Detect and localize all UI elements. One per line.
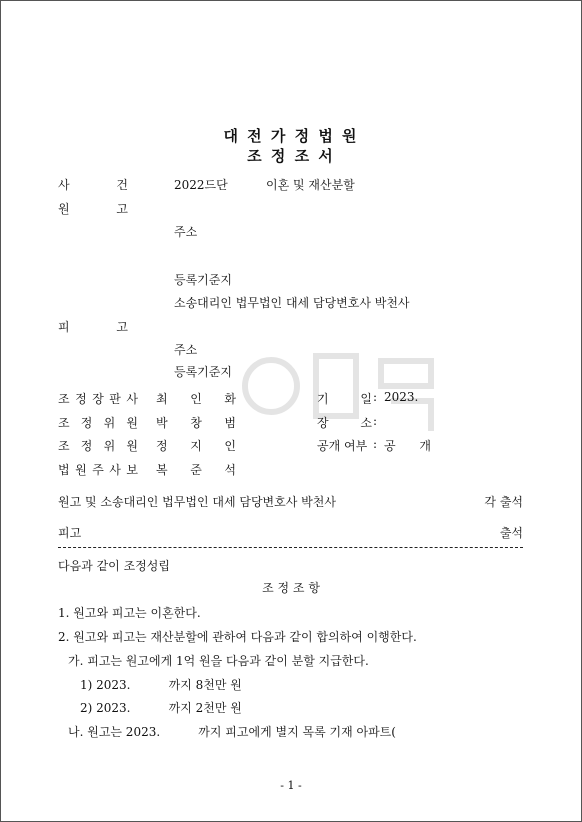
- session-public-value-char-2: 개: [419, 439, 431, 453]
- defendant-label-char-1: 피: [58, 320, 70, 334]
- official-role-3-char-2: 정: [80, 439, 93, 453]
- official-role-4-char-3: 주: [92, 463, 104, 477]
- session-date-label-char-1: 기: [317, 392, 329, 406]
- plaintiff-label-char-1: 원: [58, 202, 70, 216]
- official-name-4: [156, 461, 236, 478]
- official-name-4-char-1: 복: [156, 463, 168, 477]
- official-name-3-char-2: 지: [190, 439, 202, 453]
- case-name: 이혼 및 재산분할: [266, 178, 355, 192]
- plaintiff-label-char-2: 고: [116, 202, 128, 216]
- official-role-1-char-1: 조: [58, 392, 70, 406]
- term-1: 1. 원고와 피고는 이혼한다.: [58, 606, 201, 620]
- plaintiff-label: [58, 200, 128, 217]
- official-role-4-char-1: 법: [58, 463, 70, 477]
- official-role-4: [58, 461, 138, 478]
- session-public-label: 공개 여부: [317, 439, 368, 453]
- official-role-3-char-1: 조: [58, 439, 70, 453]
- official-role-2: [58, 414, 138, 431]
- term-2-ga-2: 2) 2023. 까지 2천만 원: [80, 701, 242, 715]
- defendant-label-char-2: 고: [116, 320, 128, 334]
- attendance-party-1: 원고 및 소송대리인 법무법인 대세 담당변호사 박천사: [58, 495, 336, 509]
- official-role-2-char-2: 정: [80, 416, 93, 430]
- official-role-1-char-2: 정: [75, 392, 87, 406]
- session-public-value: [384, 437, 431, 454]
- session-place-label-char-2: 소: [360, 416, 372, 430]
- official-name-1-char-2: 인: [190, 392, 202, 406]
- official-role-1-char-3: 장: [92, 392, 104, 406]
- defendant-address-label: 주소: [174, 343, 198, 357]
- plaintiff-attorney: 소송대리인 법무법인 대세 담당변호사 박천사: [174, 296, 410, 310]
- term-2-ga: 가. 피고는 원고에게 1억 원을 다음과 같이 분할 지급한다.: [68, 654, 369, 668]
- attendance-status-1: 각 출석: [484, 495, 523, 509]
- document-title: 조 정 조 서: [247, 147, 335, 165]
- session-place-colon: :: [373, 414, 378, 428]
- plaintiff-address-label: 주소: [174, 225, 198, 239]
- session-public-colon: :: [373, 437, 378, 451]
- session-date-value: 2023.: [384, 390, 419, 404]
- official-role-2-char-1: 조: [58, 416, 70, 430]
- case-label-char-2: 건: [116, 178, 128, 192]
- page-number: - 1 -: [280, 779, 302, 792]
- attendance-status-2: 출석: [499, 526, 523, 540]
- official-role-3-char-4: 원: [126, 439, 138, 453]
- term-2-na: 나. 원고는 2023. 까지 피고에게 별지 목록 기재 아파트(: [68, 725, 396, 739]
- session-public-value-char-1: 공: [384, 439, 396, 453]
- official-role-4-char-2: 원: [75, 463, 87, 477]
- session-date-colon: :: [373, 390, 378, 404]
- case-label-char-1: 사: [58, 178, 70, 192]
- official-role-4-char-5: 보: [126, 463, 138, 477]
- official-role-1-char-4: 판: [109, 392, 121, 406]
- official-name-2: [156, 414, 236, 431]
- session-date-label: [317, 390, 372, 407]
- official-role-1: [58, 390, 138, 407]
- official-role-1-char-5: 사: [126, 392, 138, 406]
- official-name-2-char-2: 창: [190, 416, 202, 430]
- plaintiff-registry-label: 등록기준지: [174, 273, 232, 287]
- session-date-label-char-2: 일: [360, 392, 372, 406]
- official-name-1-char-3: 화: [224, 392, 236, 406]
- official-name-2-char-3: 범: [224, 416, 236, 430]
- court-name: 대 전 가 정 법 원: [223, 127, 359, 145]
- case-number: 2022드단: [174, 178, 228, 192]
- official-role-2-char-4: 원: [126, 416, 138, 430]
- official-role-2-char-3: 위: [103, 416, 116, 430]
- attendance-party-2: 피고: [58, 526, 82, 540]
- official-name-1-char-1: 최: [156, 392, 168, 406]
- term-2: 2. 원고와 피고는 재산분할에 관하여 다음과 같이 합의하여 이행한다.: [58, 630, 417, 644]
- session-place-label: [317, 414, 372, 431]
- dashed-divider: [58, 547, 523, 548]
- established-text: 다음과 같이 조정성립: [58, 559, 170, 573]
- case-label: [58, 176, 128, 193]
- official-name-2-char-1: 박: [156, 416, 168, 430]
- official-name-4-char-2: 준: [190, 463, 202, 477]
- official-name-4-char-3: 석: [224, 463, 236, 477]
- official-name-1: [156, 390, 236, 407]
- official-name-3-char-3: 인: [224, 439, 236, 453]
- terms-heading: 조 정 조 항: [262, 581, 320, 595]
- official-role-3: [58, 437, 138, 454]
- defendant-label: [58, 318, 128, 335]
- session-place-label-char-1: 장: [317, 416, 329, 430]
- term-2-ga-1: 1) 2023. 까지 8천만 원: [80, 678, 242, 692]
- official-role-4-char-4: 사: [109, 463, 121, 477]
- official-role-3-char-3: 위: [103, 439, 116, 453]
- defendant-registry-label: 등록기준지: [174, 365, 232, 379]
- official-name-3-char-1: 정: [156, 439, 168, 453]
- official-name-3: [156, 437, 236, 454]
